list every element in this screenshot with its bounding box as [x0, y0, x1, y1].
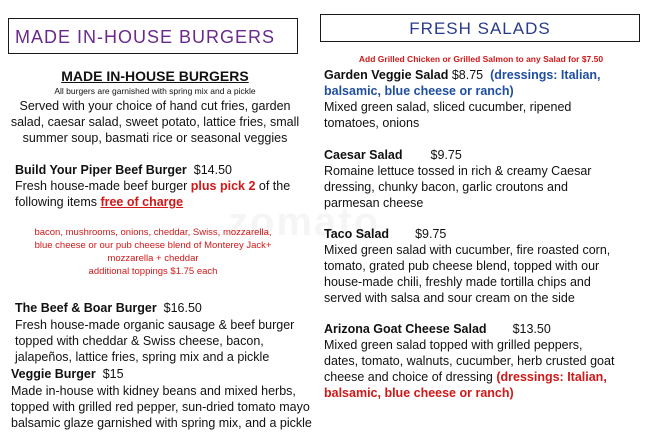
taco-salad-desc: Mixed green salad with cucumber, fire roasted corn, — [324, 243, 611, 257]
caesar-salad-desc: parmesan cheese — [324, 196, 424, 210]
veggie-burger-desc: Made in-house with kidney beans and mixed herbs, — [11, 384, 296, 398]
garden-salad-desc: Mixed green salad, sliced cucumber, ripened — [324, 100, 572, 114]
salad-addon-note: Add Grilled Chicken or Grilled Salmon to any Salad for $7.50 — [358, 54, 604, 64]
caesar-salad-desc: dressing, chunky bacon, garlic croutons and — [324, 180, 568, 194]
garnish-note: All burgers are garnished with spring mix and a pickle — [54, 86, 256, 96]
beef-boar-desc: topped with cheddar & Swiss cheese, bacon, — [15, 334, 264, 348]
veggie-burger-title: Veggie Burger $15 — [11, 367, 124, 381]
taco-salad-desc: house-made chili, freshly made tortilla chips and — [324, 275, 591, 289]
build-options-line: mozzarella + cheddar — [107, 253, 199, 264]
veggie-burger-desc: topped with grilled red pepper, sun-dried tomato mayo — [11, 400, 310, 414]
build-burger-title: Build Your Piper Beef Burger $14.50 — [15, 163, 232, 177]
caesar-salad-title: Caesar Salad $9.75 — [324, 148, 462, 162]
taco-salad-desc: served with salsa and sour cream on the side — [324, 291, 575, 305]
garden-salad-title: Garden Veggie Salad $8.75 (dressings: Italian, — [324, 68, 601, 82]
beef-boar-desc: jalapeños, lattice fries, spring mix and a pickle — [15, 350, 270, 364]
burgers-heading: MADE IN-HOUSE BURGERS — [61, 68, 249, 84]
build-burger-desc: following items free of charge — [15, 195, 184, 209]
goat-salad-desc: dates, tomato, walnuts, cucumber, herb crusted goat — [324, 354, 615, 368]
beef-boar-desc: Fresh house-made organic sausage & beef burger — [15, 318, 295, 332]
build-options-line: bacon, mushrooms, onions, cheddar, Swiss, mozzarella, — [34, 227, 272, 238]
goat-salad-desc: cheese and choice of dressing (dressings: Italian, — [324, 370, 607, 384]
build-options-line: additional toppings $1.75 each — [88, 266, 218, 277]
sides-line: salad, caesar salad, sweet potato, lattice fries, small — [10, 115, 300, 129]
veggie-burger-desc: balsamic glaze garnished with spring mix, and a pickle — [11, 416, 312, 430]
taco-salad-desc: tomato, grated pub cheese blend, topped with our — [324, 259, 600, 273]
beef-boar-title: The Beef & Boar Burger $16.50 — [15, 301, 202, 315]
burgers-banner: MADE IN-HOUSE BURGERS — [8, 18, 298, 54]
build-options-line: blue cheese or our pub cheese blend of Monterey Jack+ — [34, 240, 272, 251]
taco-salad-title: Taco Salad $9.75 — [324, 227, 447, 241]
sides-line: summer soup, basmati rice or seasonal veggies — [22, 131, 288, 145]
garden-salad-desc: tomatoes, onions — [324, 116, 420, 130]
goat-salad-dressings: balsamic, blue cheese or ranch) — [324, 386, 514, 400]
build-burger-desc: Fresh house-made beef burger plus pick 2 of the — [15, 179, 291, 193]
caesar-salad-desc: Romaine lettuce tossed in rich & creamy Caesar — [324, 164, 592, 178]
goat-salad-title: Arizona Goat Cheese Salad $13.50 — [324, 322, 551, 336]
sides-line: Served with your choice of hand cut fries, garden — [19, 99, 291, 113]
garden-salad-dressings: balsamic, blue cheese or ranch) — [324, 84, 514, 98]
goat-salad-desc: Mixed green salad topped with grilled peppers, — [324, 338, 583, 352]
salads-banner: FRESH SALADS — [320, 14, 640, 42]
